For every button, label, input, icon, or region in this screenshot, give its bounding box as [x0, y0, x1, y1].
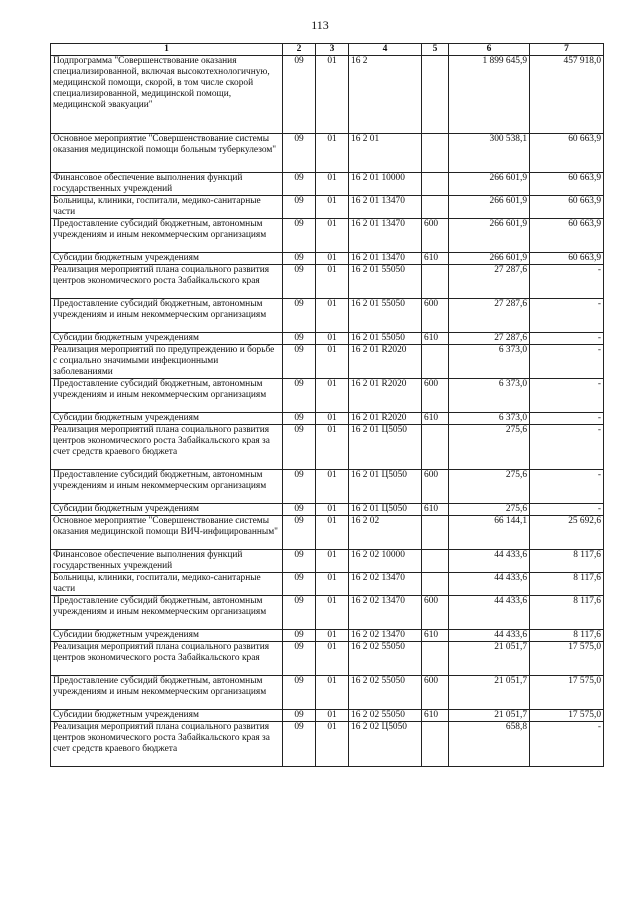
expense-type-cell: [422, 196, 449, 219]
target-code-cell: 16 2 02 10000: [349, 550, 422, 573]
row-name-cell: Больницы, клиники, госпитали, медико-санитарные части: [51, 196, 283, 219]
row-name-cell: Финансовое обеспечение выполнения функций государственных учреждений: [51, 173, 283, 196]
section-code-cell: 09: [283, 516, 316, 550]
subsection-code-cell: 01: [316, 596, 349, 630]
amount-col6-cell: 21 051,7: [449, 676, 530, 710]
row-name-cell: Субсидии бюджетным учреждениям: [51, 333, 283, 345]
amount-col6-cell: 658,8: [449, 722, 530, 767]
amount-col6-cell: 266 601,9: [449, 219, 530, 253]
section-code-cell: 09: [283, 379, 316, 413]
expense-type-cell: 610: [422, 630, 449, 642]
expense-type-cell: [422, 345, 449, 379]
expense-type-cell: 600: [422, 379, 449, 413]
section-code-cell: 09: [283, 299, 316, 333]
target-code-cell: 16 2 01 R2020: [349, 413, 422, 425]
section-code-cell: 09: [283, 265, 316, 299]
amount-col7-cell: 8 117,6: [530, 573, 604, 596]
amount-col7-cell: -: [530, 722, 604, 767]
expense-type-cell: [422, 573, 449, 596]
subsection-code-cell: 01: [316, 333, 349, 345]
section-code-cell: 09: [283, 710, 316, 722]
expense-type-cell: 610: [422, 710, 449, 722]
amount-col7-cell: -: [530, 299, 604, 333]
amount-col7-cell: 17 575,0: [530, 642, 604, 676]
subsection-code-cell: 01: [316, 425, 349, 470]
table-row: [51, 379, 604, 413]
column-header: 2: [283, 44, 316, 56]
subsection-code-cell: 01: [316, 345, 349, 379]
table-header-row: [51, 44, 604, 56]
target-code-cell: 16 2 01 55050: [349, 265, 422, 299]
amount-col7-cell: -: [530, 413, 604, 425]
expense-type-cell: [422, 56, 449, 134]
subsection-code-cell: 01: [316, 265, 349, 299]
amount-col7-cell: -: [530, 333, 604, 345]
budget-table: [50, 43, 604, 767]
table-row: [51, 299, 604, 333]
amount-col6-cell: 27 287,6: [449, 333, 530, 345]
amount-col7-cell: -: [530, 425, 604, 470]
subsection-code-cell: 01: [316, 134, 349, 173]
amount-col6-cell: 21 051,7: [449, 642, 530, 676]
target-code-cell: 16 2 01 13470: [349, 196, 422, 219]
subsection-code-cell: 01: [316, 710, 349, 722]
amount-col7-cell: 8 117,6: [530, 630, 604, 642]
subsection-code-cell: 01: [316, 630, 349, 642]
column-header: 3: [316, 44, 349, 56]
subsection-code-cell: 01: [316, 219, 349, 253]
subsection-code-cell: 01: [316, 299, 349, 333]
subsection-code-cell: 01: [316, 676, 349, 710]
target-code-cell: 16 2 02 Ц5050: [349, 722, 422, 767]
expense-type-cell: 610: [422, 253, 449, 265]
subsection-code-cell: 01: [316, 470, 349, 504]
amount-col6-cell: 44 433,6: [449, 630, 530, 642]
table-row: [51, 345, 604, 379]
row-name-cell: Предоставление субсидий бюджетным, автономным учреждениям и иным некоммерческим организациям: [51, 299, 283, 333]
subsection-code-cell: 01: [316, 642, 349, 676]
table-row: [51, 722, 604, 767]
amount-col6-cell: 275,6: [449, 425, 530, 470]
amount-col7-cell: 60 663,9: [530, 253, 604, 265]
section-code-cell: 09: [283, 470, 316, 504]
expense-type-cell: [422, 722, 449, 767]
row-name-cell: Подпрограмма "Совершенствование оказания специализированной, включая высокотехнологичную, медицинской помощи, скорой, в том числе скорой специализированной, медицинской помощи, медицинской эвакуации": [51, 56, 283, 134]
amount-col6-cell: 21 051,7: [449, 710, 530, 722]
target-code-cell: 16 2 01 R2020: [349, 379, 422, 413]
column-header: 5: [422, 44, 449, 56]
subsection-code-cell: 01: [316, 550, 349, 573]
row-name-cell: Предоставление субсидий бюджетным, автономным учреждениям и иным некоммерческим организациям: [51, 676, 283, 710]
section-code-cell: 09: [283, 253, 316, 265]
row-name-cell: Реализация мероприятий плана социального развития центров экономического роста Забайкальского края за счет средств краевого бюджета: [51, 722, 283, 767]
table-row: [51, 710, 604, 722]
amount-col6-cell: 266 601,9: [449, 196, 530, 219]
section-code-cell: 09: [283, 676, 316, 710]
section-code-cell: 09: [283, 173, 316, 196]
amount-col6-cell: 44 433,6: [449, 596, 530, 630]
column-header: 1: [51, 44, 283, 56]
column-header: 7: [530, 44, 604, 56]
target-code-cell: 16 2 01 R2020: [349, 345, 422, 379]
subsection-code-cell: 01: [316, 196, 349, 219]
section-code-cell: 09: [283, 425, 316, 470]
section-code-cell: 09: [283, 722, 316, 767]
target-code-cell: 16 2 02 55050: [349, 710, 422, 722]
page-number: 113: [311, 18, 329, 32]
amount-col6-cell: 66 144,1: [449, 516, 530, 550]
row-name-cell: Субсидии бюджетным учреждениям: [51, 504, 283, 516]
target-code-cell: 16 2 01 Ц5050: [349, 425, 422, 470]
section-code-cell: 09: [283, 56, 316, 134]
amount-col6-cell: 6 373,0: [449, 379, 530, 413]
section-code-cell: 09: [283, 504, 316, 516]
expense-type-cell: [422, 265, 449, 299]
target-code-cell: 16 2 02 55050: [349, 642, 422, 676]
amount-col6-cell: 44 433,6: [449, 550, 530, 573]
table-row: [51, 596, 604, 630]
table-row: [51, 219, 604, 253]
row-name-cell: Реализация мероприятий плана социального развития центров экономического роста Забайкальского края: [51, 642, 283, 676]
table-row: [51, 253, 604, 265]
table-row: [51, 676, 604, 710]
amount-col6-cell: 6 373,0: [449, 345, 530, 379]
target-code-cell: 16 2 01 Ц5050: [349, 470, 422, 504]
amount-col7-cell: 8 117,6: [530, 550, 604, 573]
amount-col6-cell: 275,6: [449, 470, 530, 504]
subsection-code-cell: 01: [316, 722, 349, 767]
subsection-code-cell: 01: [316, 56, 349, 134]
section-code-cell: 09: [283, 550, 316, 573]
table-row: [51, 333, 604, 345]
table-row: [51, 630, 604, 642]
row-name-cell: Реализация мероприятий плана социального развития центров экономического роста Забайкальского края за счет средств краевого бюджета: [51, 425, 283, 470]
section-code-cell: 09: [283, 345, 316, 379]
table-row: [51, 134, 604, 173]
row-name-cell: Предоставление субсидий бюджетным, автономным учреждениям и иным некоммерческим организациям: [51, 219, 283, 253]
target-code-cell: 16 2 02 13470: [349, 630, 422, 642]
expense-type-cell: [422, 134, 449, 173]
expense-type-cell: [422, 642, 449, 676]
section-code-cell: 09: [283, 596, 316, 630]
amount-col7-cell: 17 575,0: [530, 710, 604, 722]
amount-col6-cell: 266 601,9: [449, 173, 530, 196]
section-code-cell: 09: [283, 630, 316, 642]
expense-type-cell: 610: [422, 504, 449, 516]
column-header: 4: [349, 44, 422, 56]
row-name-cell: Субсидии бюджетным учреждениям: [51, 413, 283, 425]
amount-col7-cell: 60 663,9: [530, 219, 604, 253]
table-row: [51, 265, 604, 299]
table-row: [51, 516, 604, 550]
table-row: [51, 413, 604, 425]
amount-col7-cell: 25 692,6: [530, 516, 604, 550]
expense-type-cell: 610: [422, 333, 449, 345]
row-name-cell: Реализация мероприятий плана социального развития центров экономического роста Забайкальского края: [51, 265, 283, 299]
section-code-cell: 09: [283, 134, 316, 173]
section-code-cell: 09: [283, 573, 316, 596]
target-code-cell: 16 2 01 55050: [349, 333, 422, 345]
target-code-cell: 16 2 01 13470: [349, 219, 422, 253]
expense-type-cell: [422, 425, 449, 470]
row-name-cell: Предоставление субсидий бюджетным, автономным учреждениям и иным некоммерческим организациям: [51, 470, 283, 504]
expense-type-cell: 610: [422, 413, 449, 425]
expense-type-cell: 600: [422, 676, 449, 710]
amount-col7-cell: 17 575,0: [530, 676, 604, 710]
table-row: [51, 550, 604, 573]
section-code-cell: 09: [283, 333, 316, 345]
expense-type-cell: 600: [422, 470, 449, 504]
section-code-cell: 09: [283, 642, 316, 676]
row-name-cell: Больницы, клиники, госпитали, медико-санитарные части: [51, 573, 283, 596]
amount-col6-cell: 1 899 645,9: [449, 56, 530, 134]
target-code-cell: 16 2 02: [349, 516, 422, 550]
table-row: [51, 425, 604, 470]
target-code-cell: 16 2 01: [349, 134, 422, 173]
target-code-cell: 16 2 02 13470: [349, 573, 422, 596]
row-name-cell: Предоставление субсидий бюджетным, автономным учреждениям и иным некоммерческим организациям: [51, 596, 283, 630]
expense-type-cell: [422, 550, 449, 573]
expense-type-cell: 600: [422, 596, 449, 630]
subsection-code-cell: 01: [316, 253, 349, 265]
amount-col6-cell: 44 433,6: [449, 573, 530, 596]
subsection-code-cell: 01: [316, 504, 349, 516]
subsection-code-cell: 01: [316, 573, 349, 596]
amount-col7-cell: 60 663,9: [530, 173, 604, 196]
subsection-code-cell: 01: [316, 413, 349, 425]
amount-col6-cell: 266 601,9: [449, 253, 530, 265]
table-row: [51, 173, 604, 196]
table-row: [51, 470, 604, 504]
amount-col7-cell: -: [530, 265, 604, 299]
subsection-code-cell: 01: [316, 379, 349, 413]
target-code-cell: 16 2 01 Ц5050: [349, 504, 422, 516]
target-code-cell: 16 2 02 55050: [349, 676, 422, 710]
amount-col7-cell: 8 117,6: [530, 596, 604, 630]
target-code-cell: 16 2 01 13470: [349, 253, 422, 265]
amount-col7-cell: 60 663,9: [530, 196, 604, 219]
amount-col6-cell: 300 538,1: [449, 134, 530, 173]
expense-type-cell: [422, 516, 449, 550]
amount-col7-cell: -: [530, 345, 604, 379]
expense-type-cell: [422, 173, 449, 196]
subsection-code-cell: 01: [316, 173, 349, 196]
section-code-cell: 09: [283, 219, 316, 253]
expense-type-cell: 600: [422, 299, 449, 333]
row-name-cell: Субсидии бюджетным учреждениям: [51, 710, 283, 722]
amount-col6-cell: 275,6: [449, 504, 530, 516]
target-code-cell: 16 2 01 55050: [349, 299, 422, 333]
amount-col7-cell: 60 663,9: [530, 134, 604, 173]
table-row: [51, 642, 604, 676]
table-body: [51, 56, 604, 767]
amount-col7-cell: -: [530, 470, 604, 504]
row-name-cell: Основное мероприятие "Совершенствование системы оказания медицинской помощи ВИЧ-инфицированным": [51, 516, 283, 550]
section-code-cell: 09: [283, 196, 316, 219]
row-name-cell: Реализация мероприятий по предупреждению и борьбе с социально значимыми инфекционными заболеваниями: [51, 345, 283, 379]
amount-col6-cell: 27 287,6: [449, 299, 530, 333]
table-row: [51, 573, 604, 596]
row-name-cell: Основное мероприятие "Совершенствование системы оказания медицинской помощи больным туберкулезом": [51, 134, 283, 173]
row-name-cell: Субсидии бюджетным учреждениям: [51, 630, 283, 642]
row-name-cell: Предоставление субсидий бюджетным, автономным учреждениям и иным некоммерческим организациям: [51, 379, 283, 413]
row-name-cell: Субсидии бюджетным учреждениям: [51, 253, 283, 265]
section-code-cell: 09: [283, 413, 316, 425]
subsection-code-cell: 01: [316, 516, 349, 550]
target-code-cell: 16 2: [349, 56, 422, 134]
column-header: 6: [449, 44, 530, 56]
table-row: [51, 196, 604, 219]
amount-col7-cell: -: [530, 379, 604, 413]
amount-col6-cell: 27 287,6: [449, 265, 530, 299]
row-name-cell: Финансовое обеспечение выполнения функций государственных учреждений: [51, 550, 283, 573]
target-code-cell: 16 2 01 10000: [349, 173, 422, 196]
amount-col7-cell: -: [530, 504, 604, 516]
expense-type-cell: 600: [422, 219, 449, 253]
amount-col7-cell: 457 918,0: [530, 56, 604, 134]
table-row: [51, 56, 604, 134]
target-code-cell: 16 2 02 13470: [349, 596, 422, 630]
table-row: [51, 504, 604, 516]
amount-col6-cell: 6 373,0: [449, 413, 530, 425]
